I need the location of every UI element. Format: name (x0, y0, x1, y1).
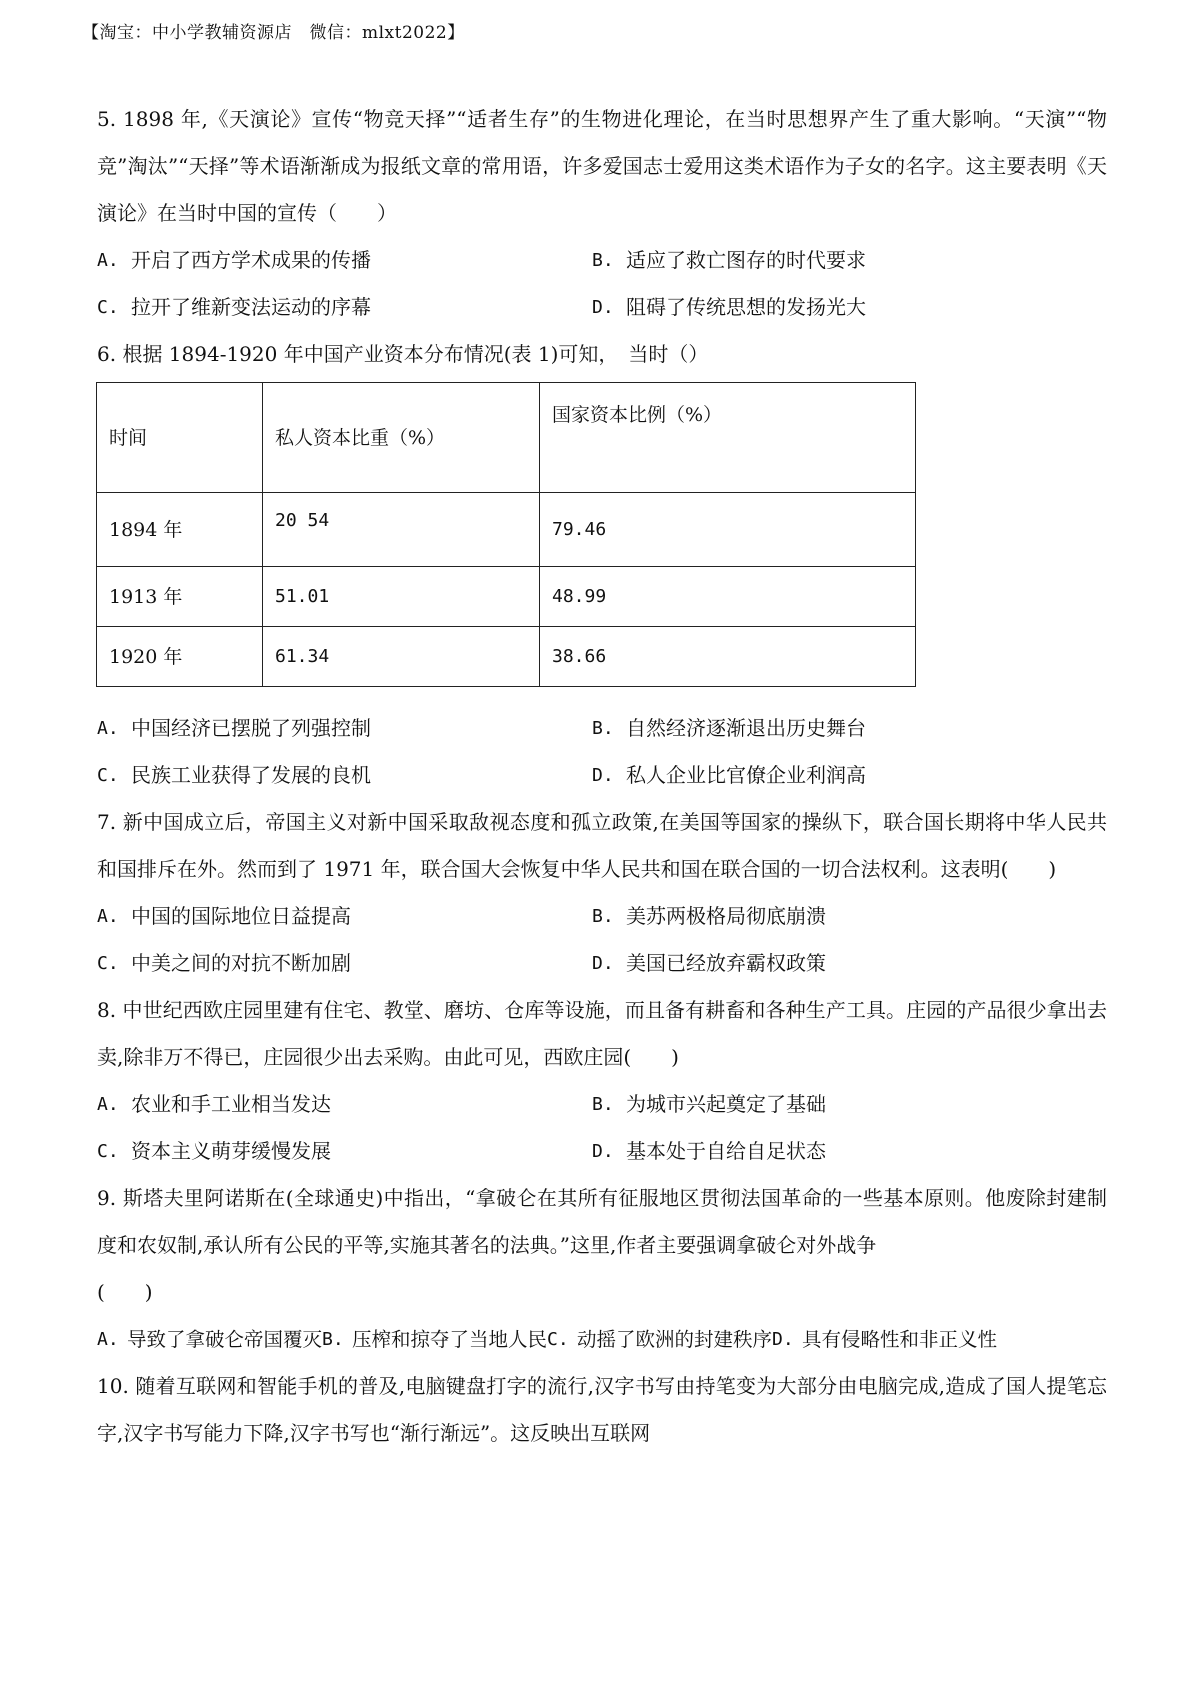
question-9-stem: 9. 斯塔夫里阿诺斯在(全球通史)中指出，“拿破仑在其所有征服地区贯彻法国革命的一些基本原则。他废除封建制度和农奴制,承认所有公民的平等,实施其著名的法典。”这里,作者主要强调拿破仑对外战争 (97, 1186, 1107, 1257)
table-cell: 1894 年 (97, 493, 263, 567)
question-7-stem: 7. 新中国成立后，帝国主义对新中国采取敌视态度和孤立政策,在美国等国家的操纵下，联合国长期将中华人民共和国排斥在外。然而到了 1971 年，联合国大会恢复中华人民共和国在联合国的一切合法权利。这表明( ) (97, 810, 1107, 881)
table-cell: 79.46 (540, 493, 916, 567)
question-5-option-c[interactable]: C. 拉开了维新变法运动的序幕 (97, 295, 371, 319)
question-8-option-b[interactable]: B. 为城市兴起奠定了基础 (592, 1092, 826, 1116)
question-8-options (97, 1081, 1107, 1175)
question-8-option-d[interactable]: D. 基本处于自给自足状态 (592, 1139, 826, 1163)
question-9-answer-paren: ( ) (97, 1280, 153, 1304)
question-7-option-c[interactable]: C. 中美之间的对抗不断加剧 (97, 951, 351, 975)
spacer (97, 687, 1107, 705)
question-list (97, 96, 1107, 1457)
question-6-option-b[interactable]: B. 自然经济逐渐退出历史舞台 (592, 716, 866, 740)
table-cell: 38.66 (540, 627, 916, 687)
table-row (97, 627, 916, 687)
question-5 (97, 96, 1107, 331)
table-cell: 48.99 (540, 567, 916, 627)
question-8-option-c[interactable]: C. 资本主义萌芽缓慢发展 (97, 1139, 331, 1163)
table-header-cell: 时间 (97, 383, 263, 493)
table-header-row (97, 383, 916, 493)
question-5-stem: 5. 1898 年,《天演论》宣传“物竞天择”“适者生存”的生物进化理论，在当时思想界产生了重大影响。“天演”“物竞”淘汰”“天择”等术语渐渐成为报纸文章的常用语，许多爱国志士爱用这类术语作为子女的名字。这主要表明《天演论》在当时中国的宣传（ ） (97, 107, 1107, 225)
question-7-option-a[interactable]: A. 中国的国际地位日益提高 (97, 904, 351, 928)
question-9-option-a[interactable]: A. 导致了拿破仑帝国覆灭 (97, 1328, 323, 1351)
question-7-option-b[interactable]: B. 美苏两极格局彻底崩溃 (592, 904, 826, 928)
table-cell: 1920 年 (97, 627, 263, 687)
question-6-stem: 6. 根据 1894-1920 年中国产业资本分布情况(表 1)可知， 当时（） (97, 342, 709, 366)
table-cell: 1913 年 (97, 567, 263, 627)
page-header: 【淘宝：中小学教辅资源店 微信：mlxt2022】 (82, 23, 465, 43)
question-8-stem: 8. 中世纪西欧庄园里建有住宅、教堂、磨坊、仓库等设施，而且备有耕畜和各种生产工具。庄园的产品很少拿出去卖,除非万不得已，庄园很少出去采购。由此可见，西欧庄园( ) (97, 998, 1107, 1069)
question-5-option-b[interactable]: B. 适应了救亡图存的时代要求 (592, 248, 866, 272)
table-row (97, 493, 916, 567)
question-5-option-d[interactable]: D. 阻碍了传统思想的发扬光大 (592, 295, 866, 319)
question-8 (97, 987, 1107, 1175)
question-5-options (97, 237, 1107, 331)
question-6-options (97, 705, 1107, 799)
table-cell: 51.01 (263, 567, 540, 627)
question-9-option-b[interactable]: B. 压榨和掠夺了当地人民 (322, 1328, 548, 1351)
question-9 (97, 1175, 1107, 1363)
question-6 (97, 331, 1107, 799)
question-10-stem: 10. 随着互联网和智能手机的普及,电脑键盘打字的流行,汉字书写由持笔变为大部分由电脑完成,造成了国人提笔忘字,汉字书写能力下降,汉字书写也“渐行渐远”。这反映出互联网 (97, 1374, 1107, 1445)
table-row (97, 567, 916, 627)
question-6-option-c[interactable]: C. 民族工业获得了发展的良机 (97, 763, 371, 787)
question-7-option-d[interactable]: D. 美国已经放弃霸权政策 (592, 951, 826, 975)
question-9-option-d[interactable]: D. 具有侵略性和非正义性 (772, 1328, 998, 1351)
question-5-option-a[interactable]: A. 开启了西方学术成果的传播 (97, 248, 371, 272)
capital-distribution-table (96, 382, 916, 687)
question-7 (97, 799, 1107, 987)
question-6-option-d[interactable]: D. 私人企业比官僚企业利润高 (592, 763, 866, 787)
question-6-option-a[interactable]: A. 中国经济已摆脱了列强控制 (97, 716, 371, 740)
table-cell: 20 54 (263, 493, 540, 567)
table-cell: 61.34 (263, 627, 540, 687)
question-7-options (97, 893, 1107, 987)
question-8-option-a[interactable]: A. 农业和手工业相当发达 (97, 1092, 331, 1116)
question-9-option-c[interactable]: C. 动摇了欧洲的封建秩序 (547, 1328, 773, 1351)
table-header-cell: 国家资本比例（%） (540, 383, 916, 493)
question-9-options (97, 1316, 1107, 1363)
table-header-cell: 私人资本比重（%） (263, 383, 540, 493)
question-10 (97, 1363, 1107, 1457)
